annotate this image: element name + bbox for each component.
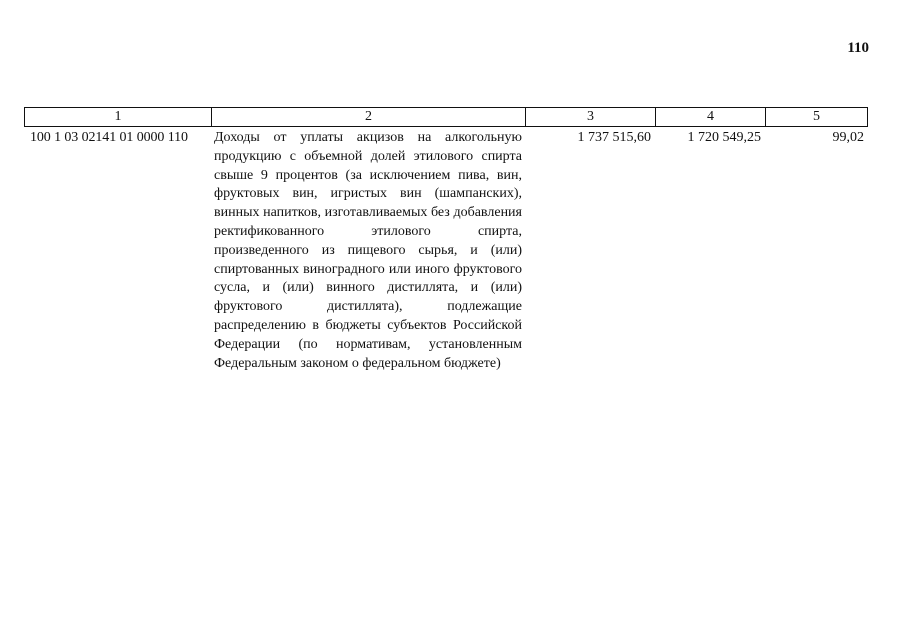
budget-classification-code: 100 1 03 02141 01 0000 110 bbox=[30, 130, 188, 145]
planned-amount: 1 737 515,60 bbox=[577, 130, 651, 145]
executed-amount: 1 720 549,25 bbox=[687, 130, 761, 145]
table-header-row bbox=[24, 107, 868, 127]
column-header-2: 2 bbox=[212, 108, 526, 126]
data-table bbox=[24, 107, 868, 373]
page-number: 110 bbox=[847, 40, 869, 56]
column-header-3: 3 bbox=[526, 108, 656, 126]
table-row bbox=[24, 129, 868, 373]
column-header-5: 5 bbox=[813, 109, 820, 124]
revenue-description: Доходы от уплаты акцизов на алкогольную продукцию с объемной долей этилового спирта свыше 9 процентов (за исключением пива, вин, фруктовых вин, игристых вин (шампанских), винных напитков, изготавливаемых без добавления ректификованного этилового спирта, произведенного из пищевого сырья, и (или) спиртованных виноградного или иного фруктового сусла, и (или) винного дистиллята, и (или) фруктового дистиллята), подлежащие распределению в бюджеты субъектов Российской Федерации (по нормативам, установленным Федеральным законом о федеральном бюджете) bbox=[214, 130, 522, 371]
column-header-4: 4 bbox=[656, 108, 766, 126]
execution-percent: 99,02 bbox=[832, 130, 864, 145]
column-header-1: 1 bbox=[25, 108, 212, 126]
